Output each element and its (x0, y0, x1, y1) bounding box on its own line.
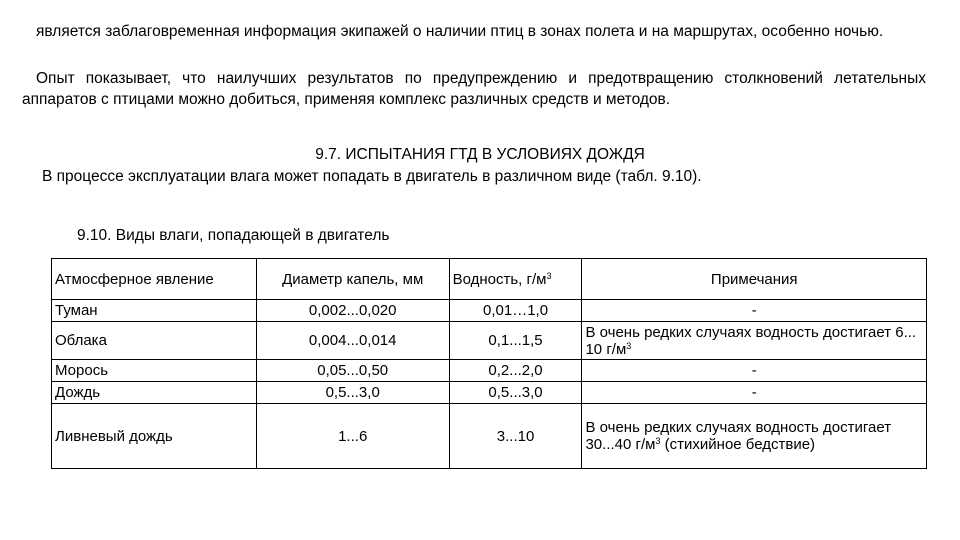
note-text: - (751, 362, 757, 379)
cell-note (582, 300, 927, 322)
cell-water-content: 0,1...1,5 (449, 322, 582, 360)
cell-diameter: 1...6 (256, 404, 449, 469)
header-water-content (449, 259, 582, 300)
cell-diameter: 0,05...0,50 (256, 360, 449, 382)
note-text: - (751, 302, 757, 319)
header-water-label: Водность, г/м (452, 270, 547, 288)
table-row (52, 360, 927, 382)
cell-diameter: 0,5...3,0 (256, 382, 449, 404)
cell-water-content: 0,2...2,0 (449, 360, 582, 382)
table-row (52, 322, 927, 360)
cell-diameter: 0,004...0,014 (256, 322, 449, 360)
note-sup: 3 (626, 340, 632, 351)
cell-note (582, 322, 927, 360)
cell-note (582, 360, 927, 382)
note-sup: 3 (655, 436, 661, 446)
cell-note (582, 382, 927, 404)
cell-phenomenon: Туман (52, 300, 257, 322)
section-heading: 9.7. ИСПЫТАНИЯ ГТД В УСЛОВИЯХ ДОЖДЯ (315, 146, 645, 163)
note-text: - (751, 384, 757, 401)
cell-phenomenon: Дождь (52, 382, 257, 404)
cell-water-content: 3...10 (449, 404, 582, 469)
header-notes: Примечания (582, 259, 927, 300)
table-row (52, 300, 927, 322)
table-row (52, 404, 927, 469)
cell-diameter: 0,002...0,020 (256, 300, 449, 322)
header-water-sup: 3 (546, 270, 552, 281)
paragraph-birds (22, 68, 926, 110)
section-intro: В процессе эксплуатации влага может попадать в двигатель в различном виде (табл. 9.10). (42, 168, 702, 185)
paragraph-text: является заблаговременная информация экипажей о наличии птиц в зонах полета и на маршрутах, особенно ночью. (36, 23, 884, 40)
cell-water-content: 0,01…1,0 (449, 300, 582, 322)
cell-phenomenon: Облака (52, 322, 257, 360)
cell-phenomenon: Морось (52, 360, 257, 382)
note-text: В очень редких случаях водность достигает 30...40 г/м (585, 419, 892, 453)
note-text: В очень редких случаях водность достигает 6... 10 г/м (585, 323, 917, 358)
table-caption: 9.10. Виды влаги, попадающей в двигатель (77, 227, 390, 244)
table-header-row (52, 259, 927, 300)
header-diameter: Диаметр капель, мм (256, 259, 449, 300)
header-phenomenon: Атмосферное явление (52, 259, 257, 300)
table-row (52, 382, 927, 404)
cell-water-content: 0,5...3,0 (449, 382, 582, 404)
moisture-table (51, 258, 927, 469)
cell-note (582, 404, 927, 469)
paragraph-text: Опыт показывает, что наилучших результатов по предупреждению и предотвращению столкновений летательных аппаратов с птицами можно добиться, применяя комплекс различных средств и методов. (22, 70, 926, 108)
paragraph-continuation (22, 21, 926, 42)
note-tail: (стихийное бедствие) (660, 436, 816, 453)
cell-phenomenon: Ливневый дождь (52, 404, 257, 469)
